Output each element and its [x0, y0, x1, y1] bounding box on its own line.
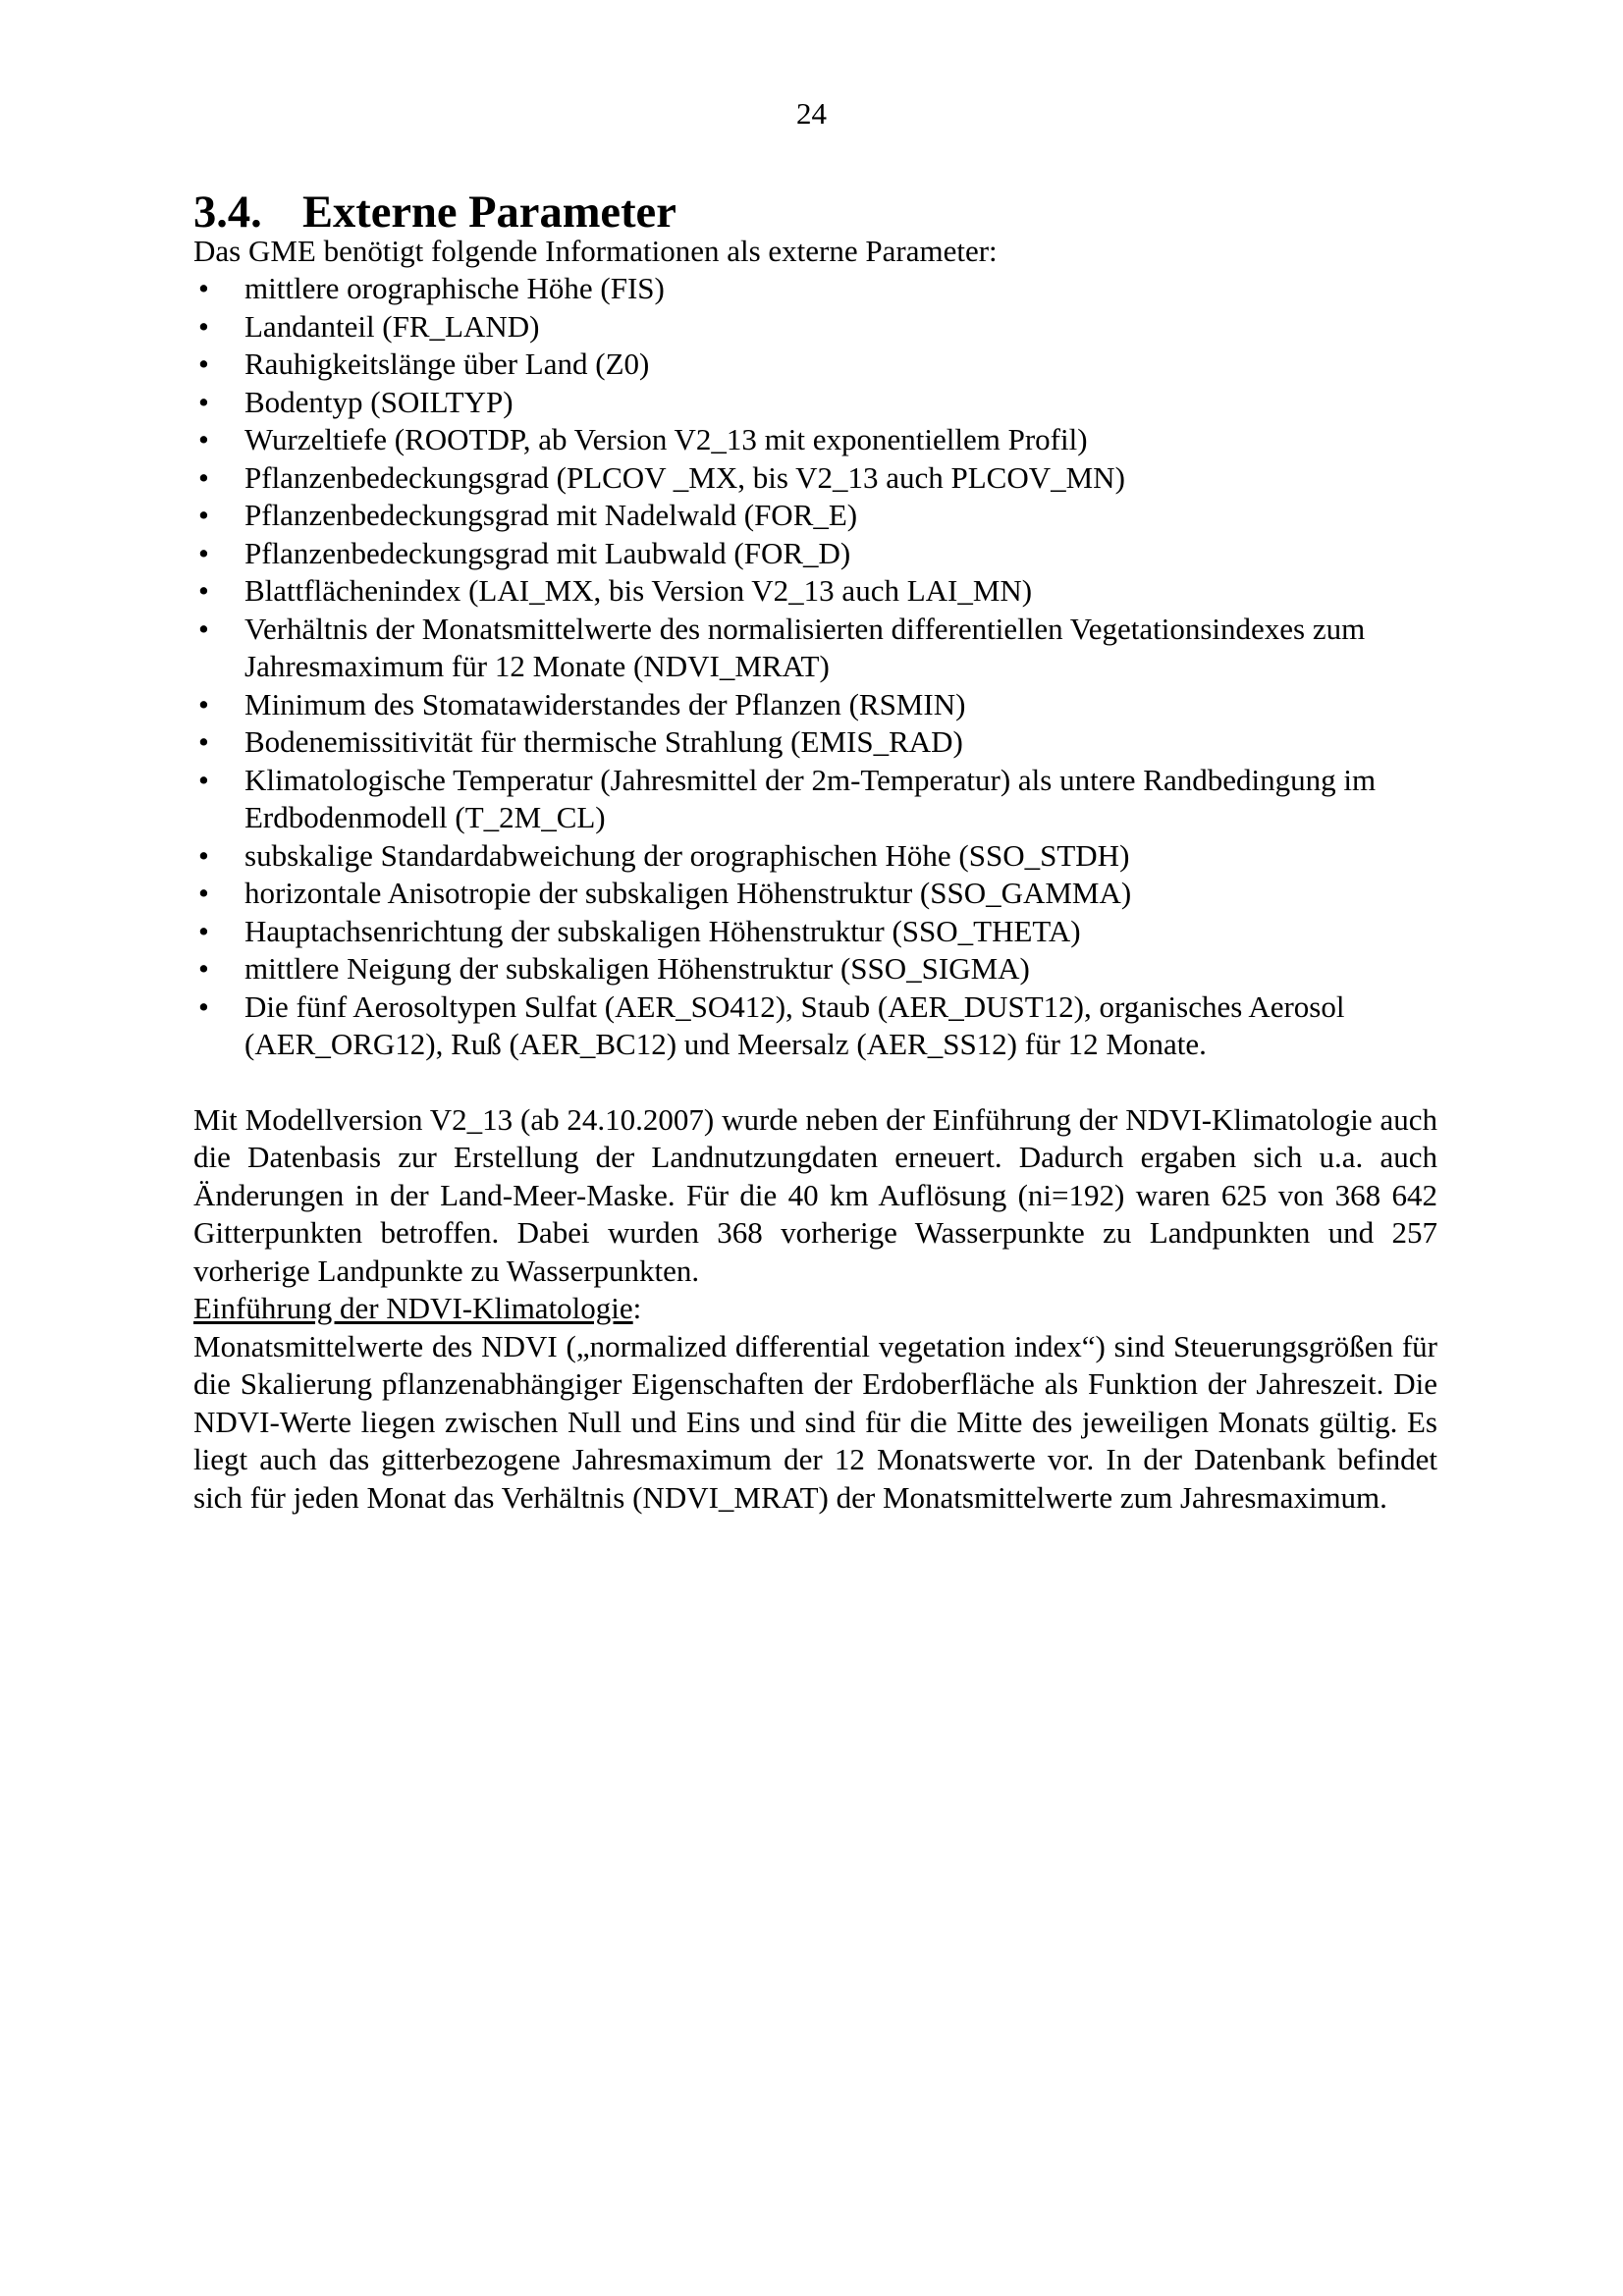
list-item [193, 950, 1437, 988]
bullet-icon: • [198, 573, 209, 608]
bullet-icon: • [198, 913, 209, 948]
list-item [193, 346, 1437, 384]
list-item [193, 762, 1437, 837]
bullet-icon: • [198, 271, 209, 305]
list-item-text: Verhältnis der Monatsmittelwerte des normalisierten differentiellen Vegetationsindexes zum Jahresmaximum für 12 Monate (NDVI_MRAT) [244, 611, 1366, 683]
list-item-text: mittlere orographische Höhe (FIS) [244, 271, 665, 305]
list-item [193, 723, 1437, 762]
list-item-text: Blattflächenindex (LAI_MX, bis Version V2_13 auch LAI_MN) [244, 573, 1033, 608]
list-item [193, 611, 1437, 686]
list-item [193, 384, 1437, 422]
bullet-icon: • [198, 686, 209, 721]
list-item [193, 421, 1437, 459]
page-content [193, 187, 1437, 1517]
list-item [193, 913, 1437, 951]
bullet-icon: • [198, 762, 209, 797]
bullet-icon: • [198, 951, 209, 986]
bullet-icon: • [198, 535, 209, 570]
section-number: 3.4. [193, 187, 262, 238]
list-item-text: Pflanzenbedeckungsgrad mit Nadelwald (FOR_E) [244, 498, 858, 532]
list-item-text: Pflanzenbedeckungsgrad mit Laubwald (FOR_D) [244, 535, 851, 570]
bullet-icon: • [198, 498, 209, 532]
list-item-text: Bodenemissitivität für thermische Strahlung (EMIS_RAD) [244, 724, 963, 759]
bullet-icon: • [198, 876, 209, 910]
list-item-text: Klimatologische Temperatur (Jahresmittel der 2m-Temperatur) als untere Randbedingung im Erdbodenmodell (T_2M_CL) [244, 762, 1377, 834]
bullet-icon: • [198, 837, 209, 873]
bullet-icon: • [198, 611, 209, 646]
list-item-text: Pflanzenbedeckungsgrad (PLCOV _MX, bis V2_13 auch PLCOV_MN) [244, 459, 1125, 495]
parameter-list [193, 270, 1437, 1064]
list-item [193, 270, 1437, 308]
list-item-text: Wurzeltiefe (ROOTDP, ab Version V2_13 mit exponentiellem Profil) [244, 422, 1088, 456]
list-item [193, 497, 1437, 535]
list-item-text: mittlere Neigung der subskaligen Höhenstruktur (SSO_SIGMA) [244, 951, 1030, 986]
bullet-icon: • [198, 308, 209, 344]
section-title: Externe Parameter [302, 187, 676, 238]
list-item [193, 459, 1437, 498]
list-item [193, 837, 1437, 876]
bullet-icon: • [198, 724, 209, 759]
model-version-paragraph: Mit Modellversion V2_13 (ab 24.10.2007) wurde neben der Einführung der NDVI-Klimatologie auch die Datenbasis zur Erstellung der Landnutzungdaten erneuert. Dadurch ergaben sich u.a. auch Änderungen in der Land-Meer-Maske. Für die 40 km Auflösung (ni=192) waren 625 von 368 642 Gitterpunkten betroffen. Dabei wurden 368 vorherige Wasserpunkte zu Landpunkten und 257 vorherige Landpunkte zu Wasserpunkten. [193, 1101, 1437, 1288]
bullet-icon: • [198, 347, 209, 381]
list-item [193, 686, 1437, 724]
list-item-text: Hauptachsenrichtung der subskaligen Höhenstruktur (SSO_THETA) [244, 913, 1081, 948]
ndvi-subheading: Einführung der NDVI-Klimatologie [193, 1291, 633, 1325]
list-item-text: Landanteil (FR_LAND) [244, 308, 540, 344]
subheading-line [193, 1290, 1437, 1328]
ndvi-paragraph: Monatsmittelwerte des NDVI („normalized differential vegetation index“) sind Steuerungsgrößen für die Skalierung pflanzenabhängiger Eigenschaften der Erdoberfläche als Funktion der Jahreszeit. Die NDVI-Werte liegen zwischen Null und Eins und sind für die Mitte des jeweiligen Monats gültig. Es liegt auch das gitterbezogene Jahresmaximum der 12 Monatswerte vor. In der Datenbank befindet sich für jeden Monat das Verhältnis (NDVI_MRAT) der Monatsmittelwerte zum Jahresmaximum. [193, 1328, 1437, 1515]
intro-text: Das GME benötigt folgende Informationen als externe Parameter: [193, 233, 998, 268]
section-heading [193, 187, 1437, 238]
list-item [193, 988, 1437, 1064]
bullet-icon: • [198, 988, 209, 1024]
subheading-colon: : [632, 1291, 642, 1325]
bullet-icon: • [198, 422, 209, 456]
list-item-text: Bodentyp (SOILTYP) [244, 384, 514, 419]
list-item-text: Minimum des Stomatawiderstandes der Pflanzen (RSMIN) [244, 686, 966, 721]
list-item-text: Die fünf Aerosoltypen Sulfat (AER_SO412), Staub (AER_DUST12), organisches Aerosol (AER_ORG12), Ruß (AER_BC12) und Meersalz (AER_SS12) für 12 Monate. [244, 988, 1345, 1061]
list-item [193, 308, 1437, 347]
bullet-icon: • [198, 459, 209, 495]
list-item-text: Rauhigkeitslänge über Land (Z0) [244, 347, 650, 381]
list-item [193, 572, 1437, 611]
list-item-text: subskalige Standardabweichung der orographischen Höhe (SSO_STDH) [244, 837, 1130, 873]
bullet-icon: • [198, 384, 209, 419]
list-item [193, 535, 1437, 573]
list-item [193, 875, 1437, 913]
list-item-text: horizontale Anisotropie der subskaligen Höhenstruktur (SSO_GAMMA) [244, 876, 1132, 910]
page-number: 24 [796, 96, 827, 131]
